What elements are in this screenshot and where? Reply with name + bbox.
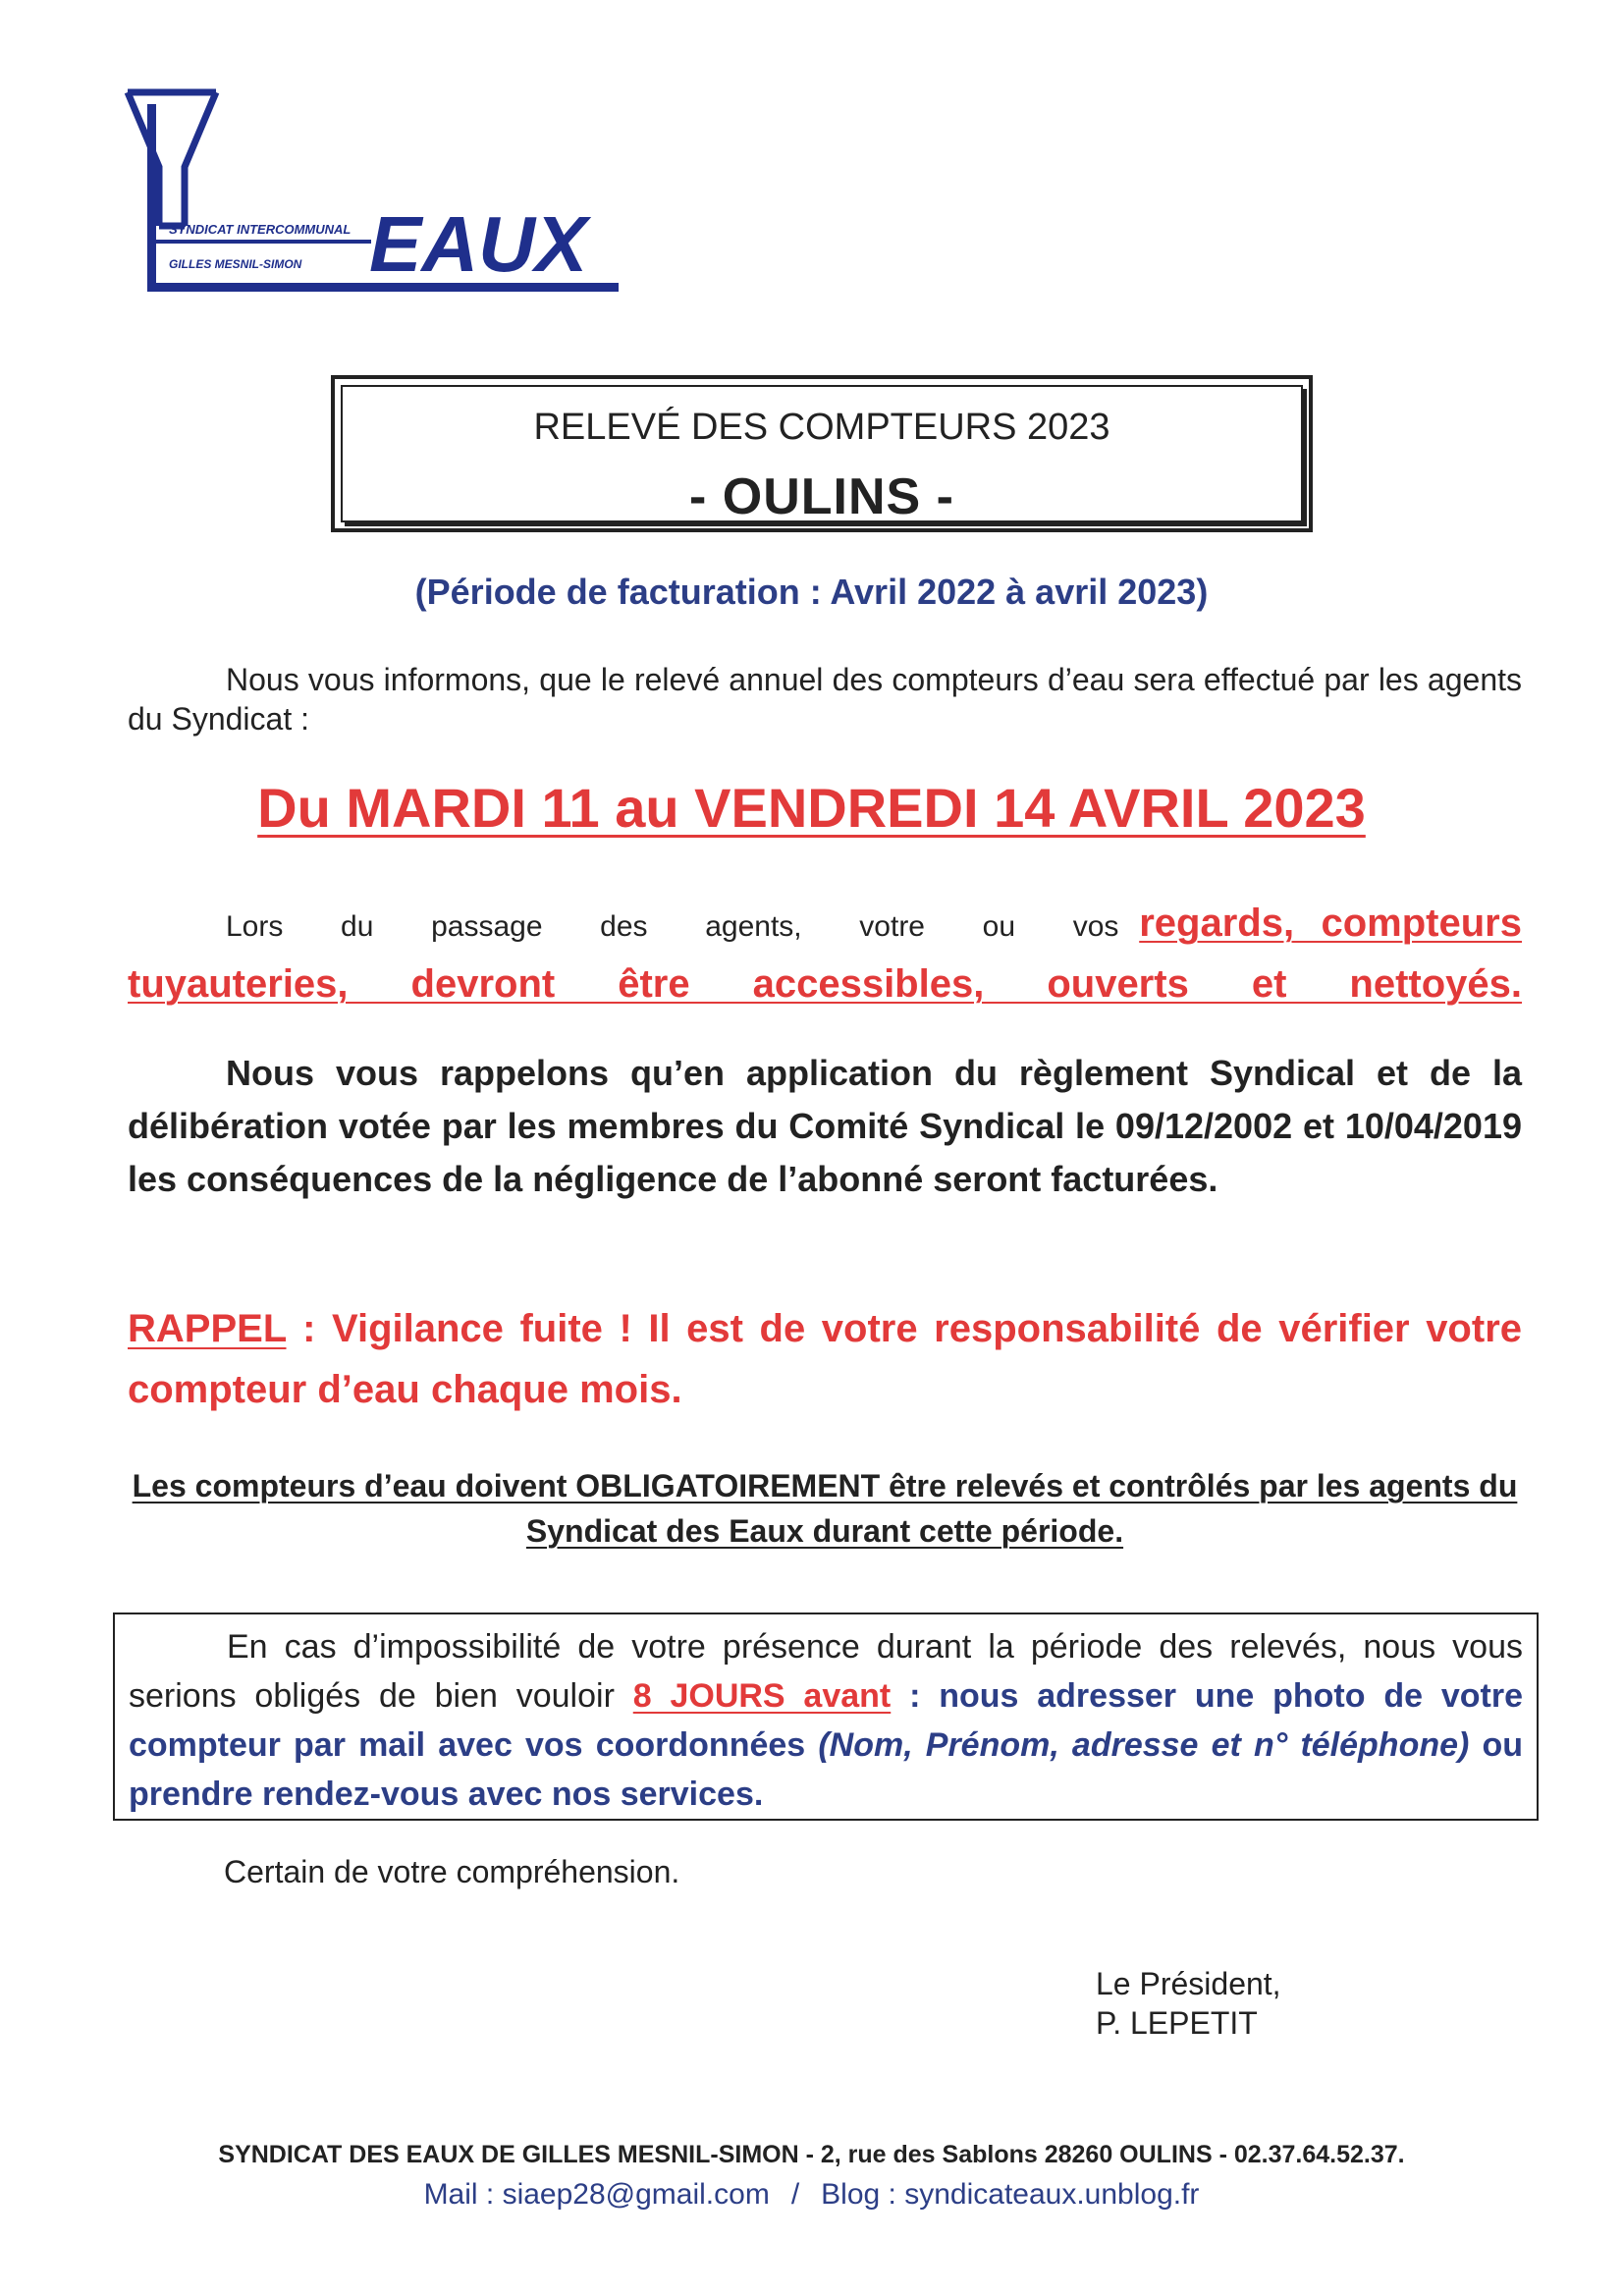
absence-deadline: 8 JOURS avant [632,1677,892,1715]
logo-word: EAUX [369,200,588,288]
intro-paragraph [128,660,1522,738]
footer-address: SYNDICAT DES EAUX DE GILLES MESNIL-SIMON - 2, rue des Sablons 28260 OULINS - 02.37.64.52.37. [218,2141,1405,2168]
rappel-label: RAPPEL [128,1307,287,1350]
title-main: RELEVÉ DES COMPTEURS 2023 [533,407,1110,448]
signature-name: P. LEPETIT [1096,2005,1258,2041]
passage-lead: Lors du passage des agents, votre ou vos [226,910,1119,943]
title-box-inner [341,385,1303,525]
reading-dates-text: Du MARDI 11 au VENDREDI 14 AVRIL 2023 [257,777,1366,839]
absence-part3: ou prendre rendez-vous avec nos services. [129,1726,1524,1813]
reminder-paragraph: Nous vous rappelons qu’en application du règlement Syndical et de la délibération votée par les membres du Comité Syndical le 09/12/2002 et 10/04/2019 les conséquences de la négligence de l’abonné seront facturées. [128,1053,1522,1199]
footer-separator: / [790,2178,800,2211]
obligation-text: Les compteurs d’eau doivent OBLIGATOIREMENT être relevés et contrôlés par les agents du Syndicat des Eaux durant cette période. [132,1468,1518,1549]
logo-top-text: SYNDICAT INTERCOMMUNAL [169,222,352,237]
obligation-notice [98,1463,1551,1554]
billing-period: (Période de facturation : Avril 2022 à avril 2023) [414,572,1209,612]
footer-mail: Mail : siaep28@gmail.com [423,2178,770,2211]
signature-block [1096,1964,1281,2043]
absence-box [113,1613,1539,1821]
title-town: - OULINS - [689,468,954,525]
passage-red-part2: tuyauteries, devront être accessibles, ouverts et nettoyés. [128,962,1522,1006]
absence-contact-details: (Nom, Prénom, adresse et n° téléphone) [818,1726,1470,1764]
signature-role: Le Président, [1096,1966,1281,2001]
absence-paragraph [129,1622,1523,1819]
logo-graphic [118,79,619,295]
rappel-text: : Vigilance fuite ! Il est de votre responsabilité de vérifier votre compteur d’eau chaque mois. [128,1307,1522,1411]
passage-red-part1: regards, compteurs [1139,902,1522,945]
title-box [331,375,1313,532]
footer-blog: Blog : syndicateaux.unblog.fr [821,2178,1200,2211]
logo-bottom-text: GILLES MESNIL-SIMON [169,257,302,271]
absence-part1: En cas d’impossibilité de votre présence durant la période des relevés, nous vous serions obligés de bien vouloir [129,1628,1523,1715]
rappel-paragraph [128,1298,1522,1420]
intro-text: Nous vous informons, que le relevé annuel des compteurs d’eau sera effectué par les agents du Syndicat : [128,662,1522,737]
reading-dates [0,776,1623,840]
closing-line: Certain de votre compréhension. [224,1854,680,1889]
passage-line-2 [128,955,1522,1022]
syndicate-logo [118,79,619,295]
passage-line-1 [128,894,1522,961]
absence-part2: : nous adresser une photo de votre compteur par mail avec vos coordonnées [129,1677,1523,1764]
footer-contact [0,2178,1623,2212]
